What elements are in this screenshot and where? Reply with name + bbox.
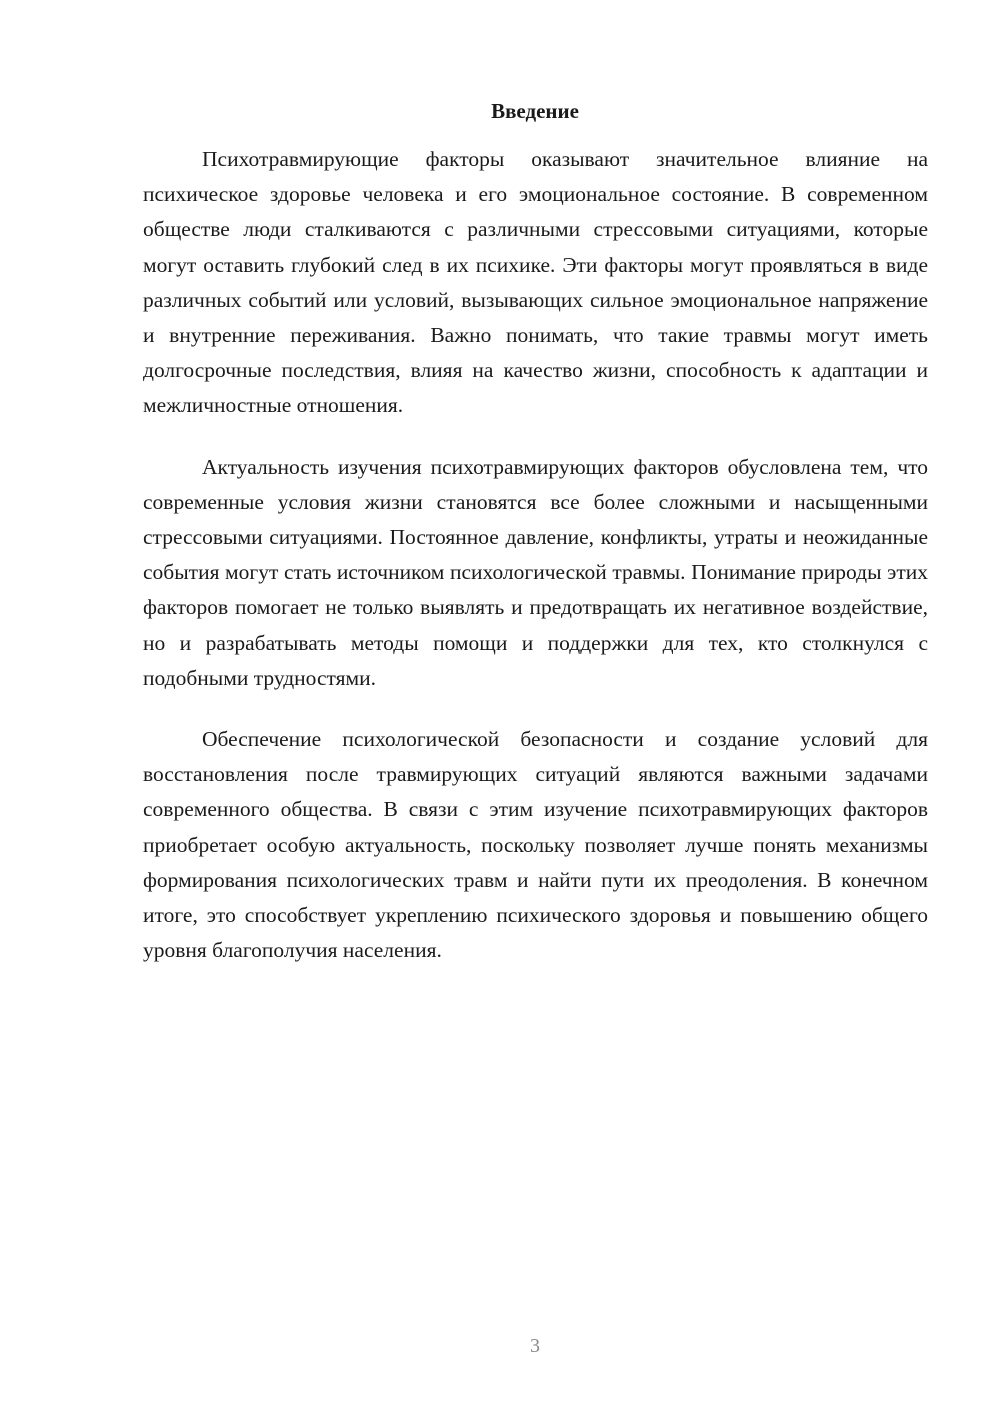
page-heading: Введение <box>491 99 579 123</box>
paragraph-3: Обеспечение психологической безопасности и создание условий для восстановления после травмирующих ситуаций являются важными задачами современного общества. В связи с этим изучение психотравмирующих факторов приобретает особую актуальность, поскольку позволяет лучше понять механизмы формирования психологических травм и найти пути их преодоления. В конечном итоге, это способствует укреплению психического здоровья и повышению общего уровня благополучия населения. <box>143 727 928 963</box>
page-number: 3 <box>530 1335 540 1357</box>
paragraph-2: Актуальность изучения психотравмирующих факторов обусловлена тем, что современные условия жизни становятся все более сложными и насыщенными стрессовыми ситуациями. Постоянное давление, конфликты, утраты и неожиданные события могут стать источником психологической травмы. Понимание природы этих факторов помогает не только выявлять и предотвращать их негативное воздействие, но и разрабатывать методы помощи и поддержки для тех, кто столкнулся с подобными трудностями. <box>143 454 928 690</box>
body-text <box>143 142 928 994</box>
paragraph-1: Психотравмирующие факторы оказывают значительное влияние на психическое здоровье человека и его эмоциональное состояние. В современном обществе люди сталкиваются с различными стрессовыми ситуациями, которые могут оставить глубокий след в их психике. Эти факторы могут проявляться в виде различных событий или условий, вызывающих сильное эмоциональное напряжение и внутренние переживания. Важно понимать, что такие травмы могут иметь долгосрочные последствия, влияя на качество жизни, способность к адаптации и межличностные отношения. <box>143 147 928 418</box>
